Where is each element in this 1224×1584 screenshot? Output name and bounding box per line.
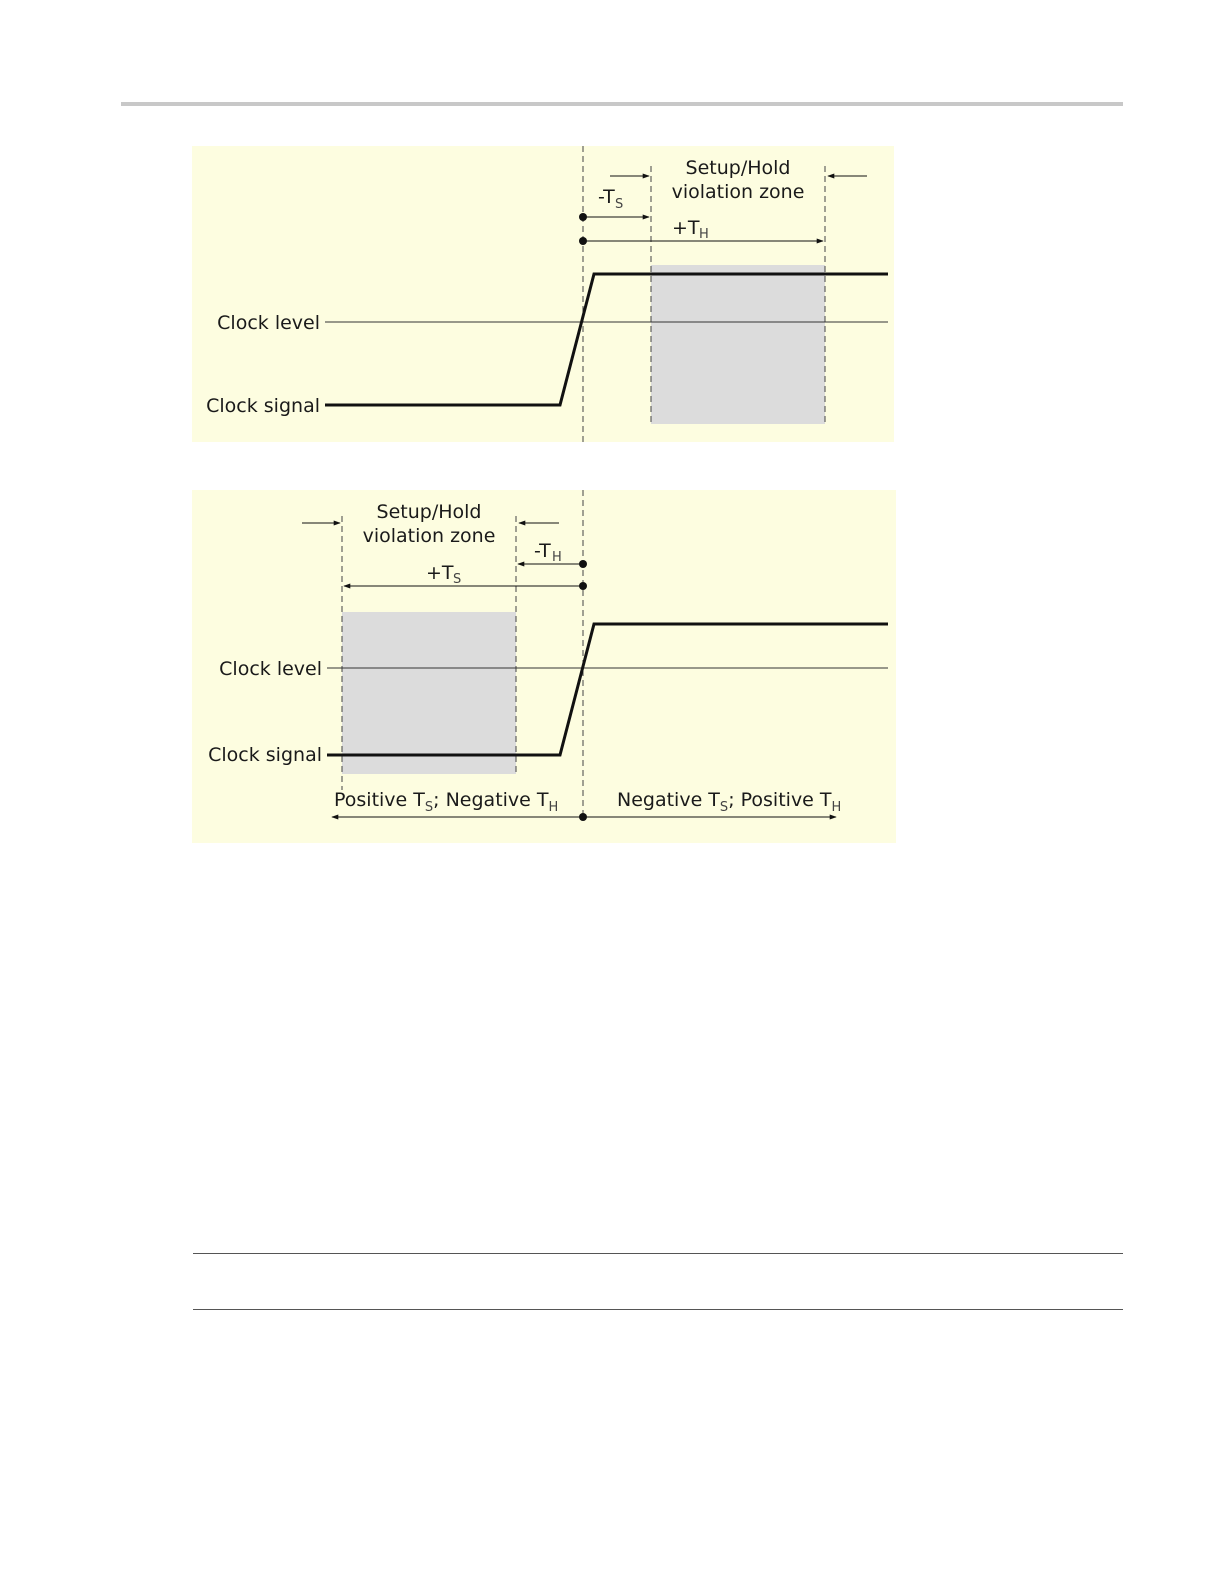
zone-subtitle: violation zone [671, 181, 805, 203]
left-region-caption-sub-b: H [548, 800, 559, 815]
neg-th-subscript: H [552, 550, 562, 565]
right-region-caption-a: Negative T [617, 789, 720, 811]
zone-subtitle: violation zone [362, 525, 496, 547]
left-region-caption-a: Positive T [334, 789, 425, 811]
right-region-caption-sub-a: S [719, 800, 729, 815]
diagram-2-canvas [192, 490, 896, 843]
pos-th-label: +T [672, 217, 700, 239]
violation-zone [651, 265, 825, 424]
left-region-caption-sub-a: S [424, 800, 434, 815]
diagram-negative-setup-positive-hold [192, 146, 894, 442]
section-rule-top [193, 1253, 1123, 1254]
clock-level-label: Clock level [217, 312, 320, 334]
clock-signal-label: Clock signal [208, 744, 322, 766]
neg-th-label: -T [534, 540, 551, 562]
right-region-caption-sub-b: H [831, 800, 842, 815]
header-rule [121, 102, 1123, 106]
zone-title: Setup/Hold [376, 501, 482, 523]
violation-zone [342, 612, 516, 774]
diagram-positive-setup-negative-hold [192, 490, 896, 843]
pos-ts-subscript: S [453, 572, 462, 587]
clock-signal-label: Clock signal [206, 395, 320, 417]
section-rule-bottom [193, 1309, 1123, 1310]
zone-title: Setup/Hold [685, 157, 791, 179]
right-region-caption-b: ; Positive T [728, 789, 832, 811]
clock-level-label: Clock level [219, 658, 322, 680]
left-region-caption-b: ; Negative T [433, 789, 549, 811]
pos-th-subscript: H [699, 227, 709, 242]
neg-ts-label: -T [598, 186, 615, 208]
neg-ts-subscript: S [615, 197, 624, 212]
diagram-1-canvas [192, 146, 894, 442]
pos-ts-label: +T [426, 562, 454, 584]
